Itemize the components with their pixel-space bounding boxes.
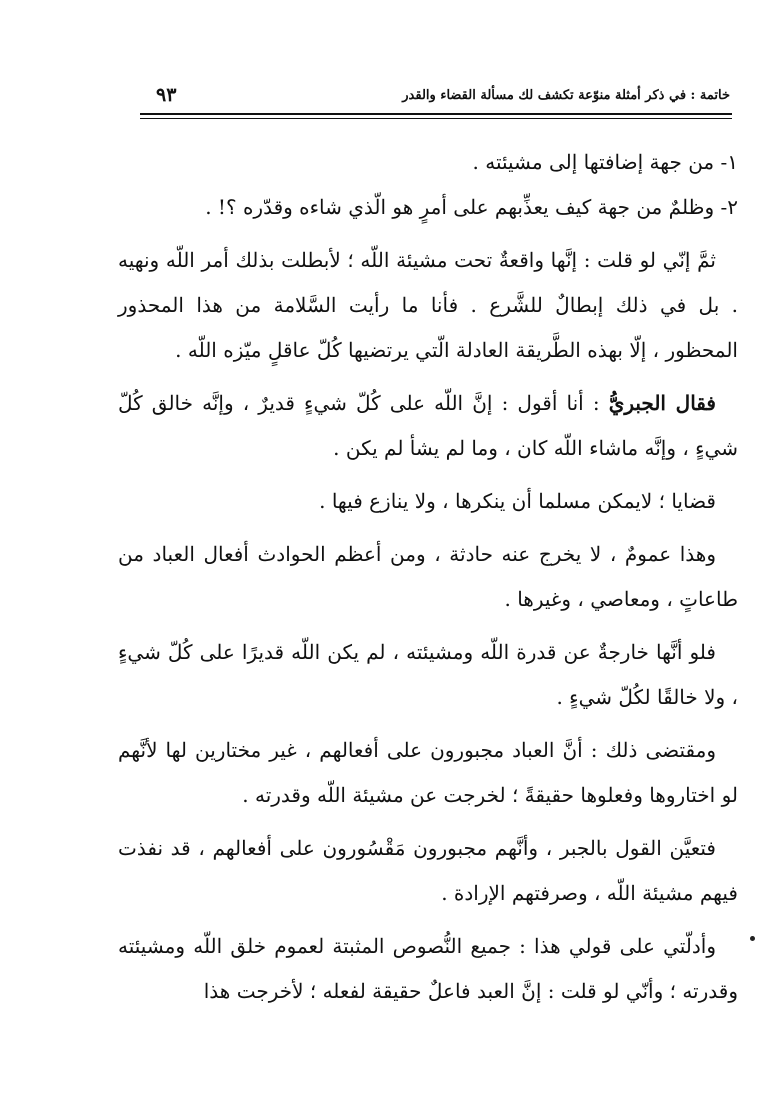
paragraph-9: فتعيَّن القول بالجبر ، وأنَّهم مجبورون مَقْسُورون على أفعالهم ، قد نفذت فيهم مشيئة اللّه ، وصرفتهم الإرادة .: [118, 836, 738, 905]
speaker-label: فقال الجبريُّ: [608, 391, 716, 415]
paragraph-6: وهذا عمومٌ ، لا يخرج عنه حادثة ، ومن أعظم الحوادث أفعال العباد من طاعاتٍ ، ومعاصي ، وغيرها .: [118, 542, 738, 611]
paragraph-5: قضايا ؛ لايمكن مسلما أن ينكرها ، ولا ينازع فيها .: [319, 489, 716, 513]
margin-dot: [750, 936, 755, 941]
header-title: خاتمة : في ذكر أمثلة منوّعة تكشف لك مسألة القضاء والقدر: [402, 88, 730, 103]
paragraph-4: [118, 381, 738, 471]
paragraph-point-2: ٢- وظلمٌ من جهة كيف يعذِّبهم على أمرٍ هو الّذي شاءه وقدّره ؟! .: [205, 195, 738, 219]
paragraph-10: وأدلّتي على قولي هذا : جميع النُّصوص المثبتة لعموم خلق اللّه ومشيئته وقدرته ؛ وأنّي لو قلت : إنَّ العبد فاعلٌ حقيقة لفعله ؛ لأخرجت هذا: [118, 934, 738, 1003]
header-rule-thick: [140, 113, 732, 115]
paragraph-point-1: ١- من جهة إضافتها إلى مشيئته .: [472, 150, 738, 174]
page-number: ٩٣: [156, 84, 177, 106]
running-header: [140, 82, 730, 112]
paragraph-4-text: : أنا أقول : إنَّ اللّه على كُلّ شيءٍ قديرٌ ، وإنَّه خالق كُلّ شيءٍ ، وإنَّه ماشاء اللّه كان ، وما لم يشأ لم يكن .: [118, 391, 738, 460]
body-text: [118, 140, 738, 1022]
paragraph-8: ومقتضى ذلك : أنَّ العباد مجبورون على أفعالهم ، غير مختارين لها لأنَّهم لو اختاروها وفعلوها حقيقةً ؛ لخرجت عن مشيئة اللّه وقدرته .: [118, 738, 738, 807]
paragraph-7: فلو أنَّها خارجةٌ عن قدرة اللّه ومشيئته ، لم يكن اللّه قديرًا على كُلّ شيءٍ ، ولا خالقًا لكُلّ شيءٍ .: [118, 640, 738, 709]
paragraph-3: ثمَّ إنّي لو قلت : إنَّها واقعةٌ تحت مشيئة اللّه ؛ لأبطلت بذلك أمر اللّه ونهيه . بل في ذلك إبطالٌ للشَّرع . فأنا ما رأيت السَّلامة من هذا المحذور المحظور ، إلّا بهذه الطَّريقة العادلة الّتي يرتضيها كُلّ عاقلٍ ميّزه اللّه .: [118, 248, 738, 362]
header-rule-thin: [140, 118, 732, 119]
